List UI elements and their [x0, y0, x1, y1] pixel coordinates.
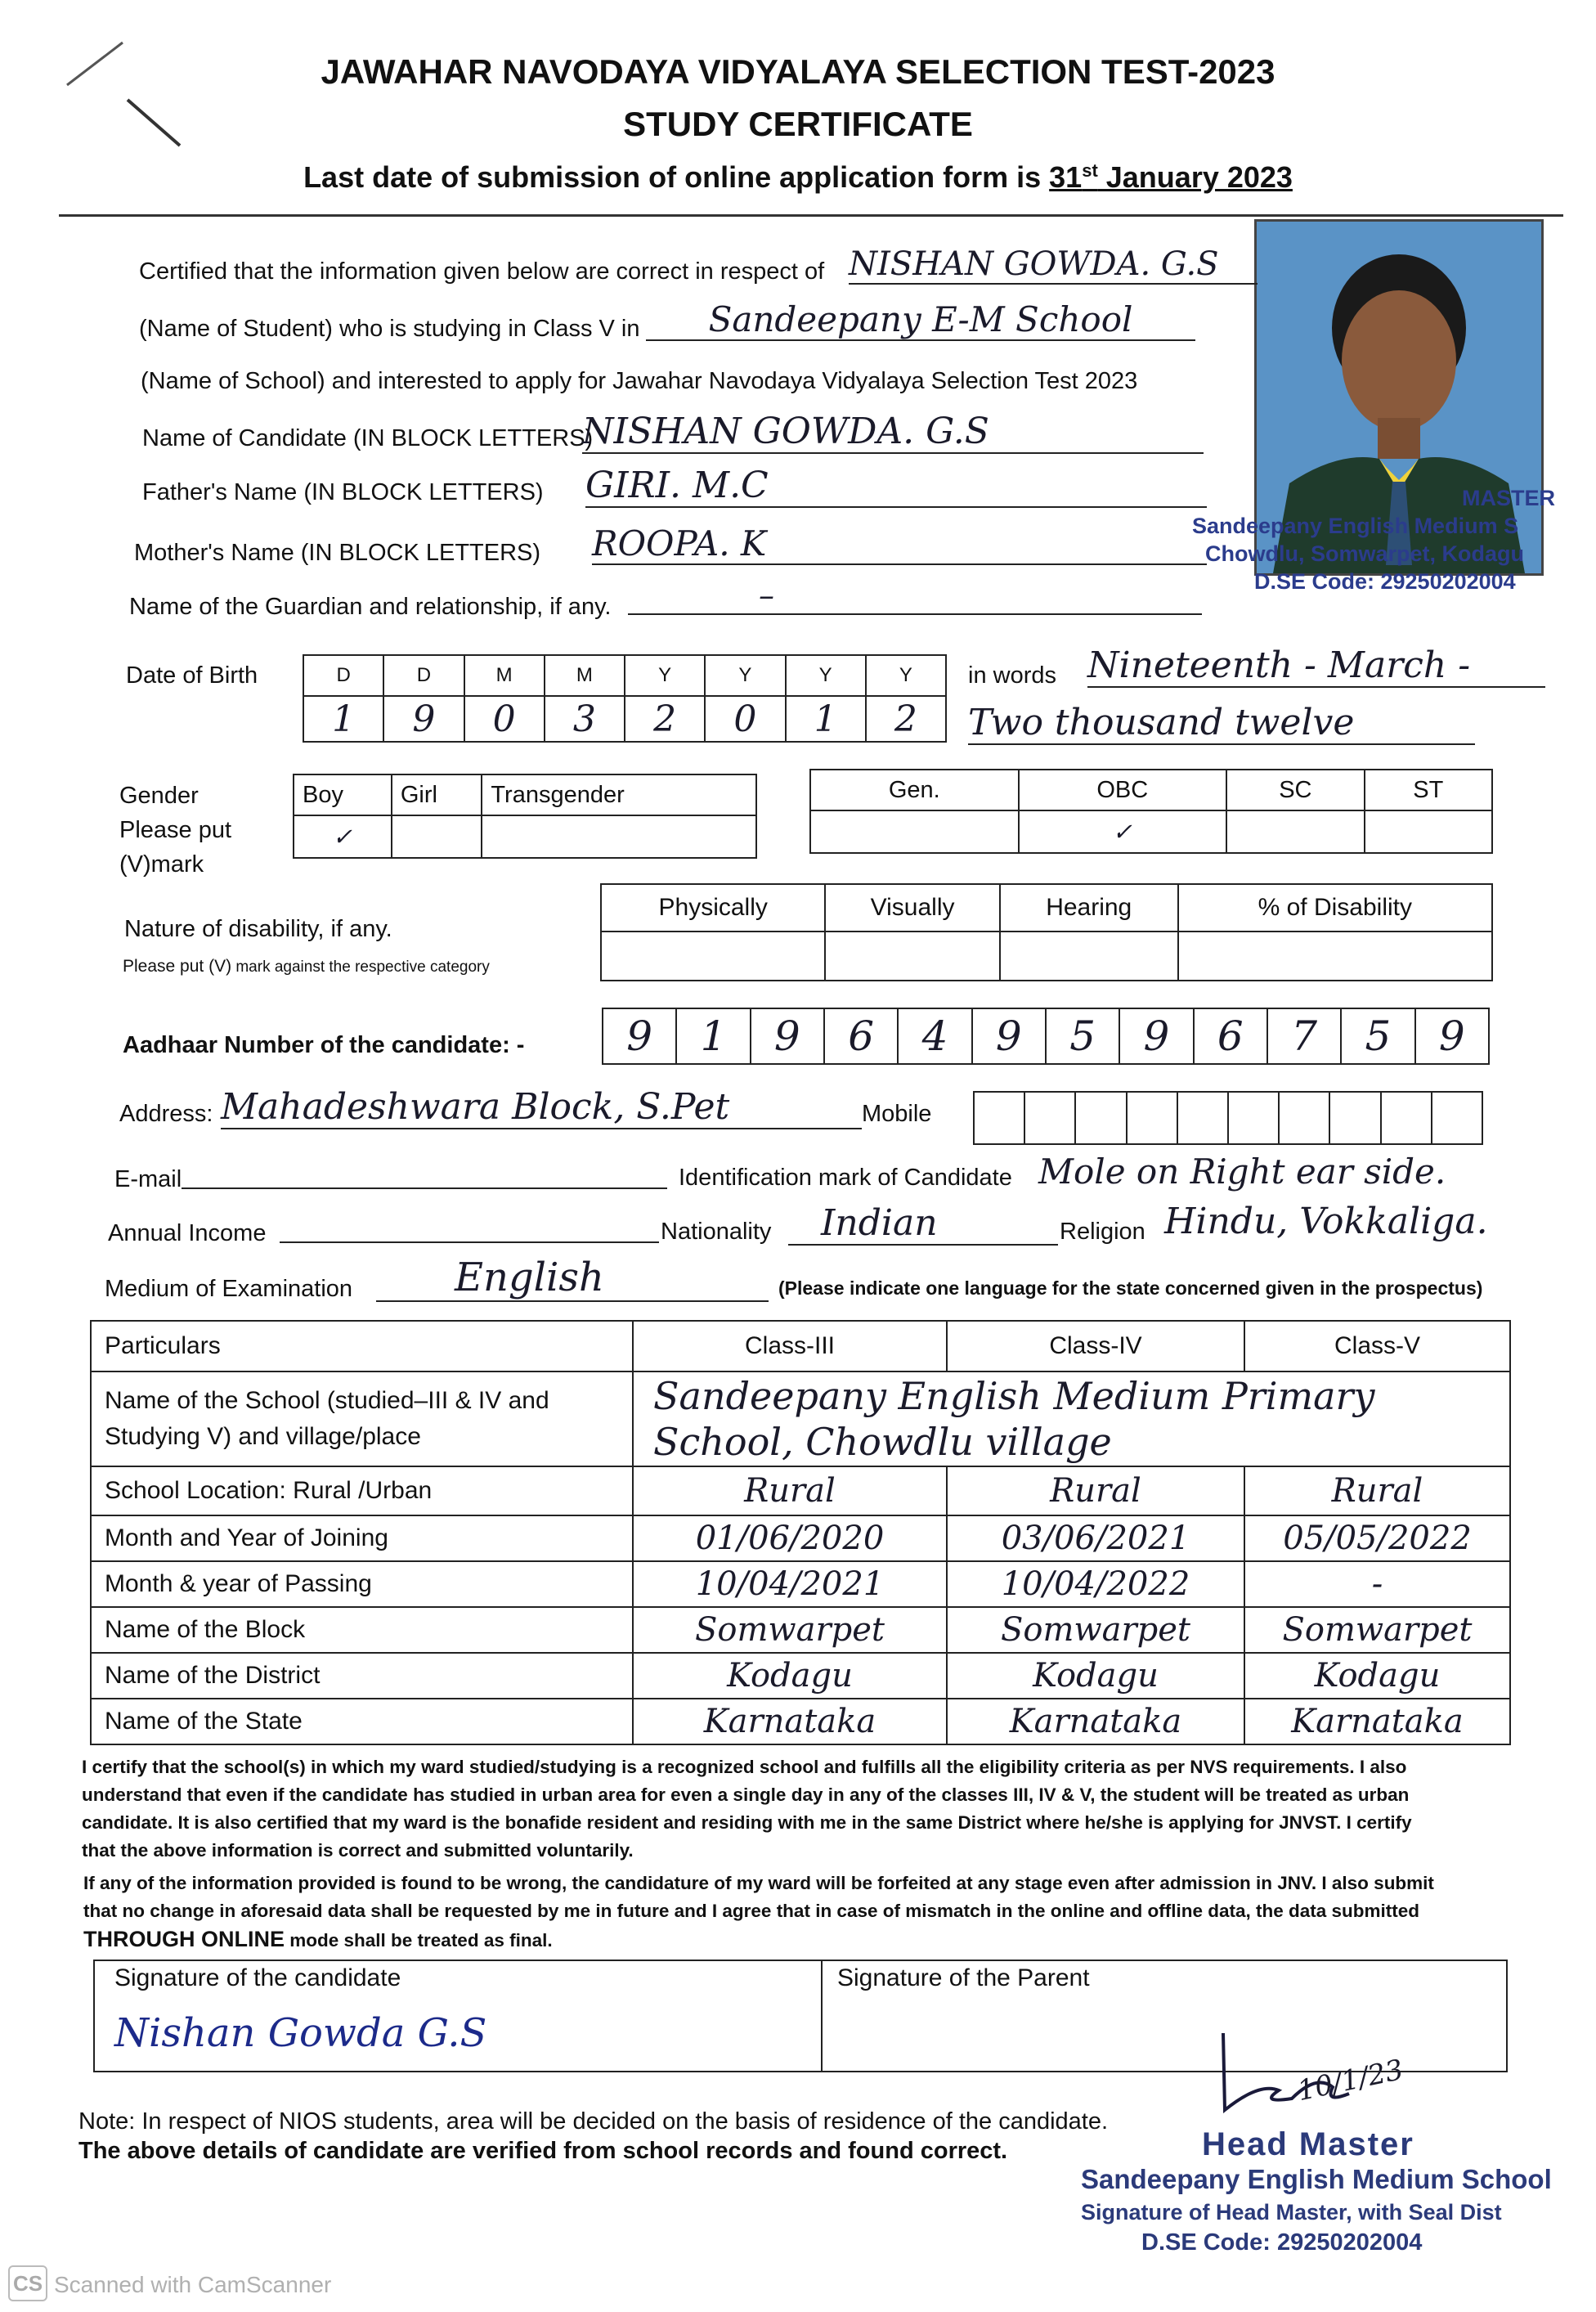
- father-name-value: GIRI. M.C: [585, 465, 1207, 508]
- medium-label: Medium of Examination: [105, 1276, 353, 1302]
- col-class3-text: Class-III: [744, 1332, 835, 1359]
- history-cell-c5: Kodagu: [1244, 1653, 1510, 1699]
- col-class4: [947, 1321, 1244, 1371]
- disability-note-b: mark against the respective category: [231, 958, 490, 976]
- aadhaar-digit-1: 1: [676, 1008, 750, 1064]
- candidate-signature-cell: [94, 1960, 822, 2072]
- guardian-value: –: [628, 577, 1202, 615]
- mobile-digit-2: [1075, 1092, 1126, 1144]
- category-mark-3: [1365, 810, 1492, 853]
- category-option-0: Gen.: [810, 770, 1019, 810]
- stamp-sign-line: Signature of Head Master, with Seal Dist: [1081, 2200, 1502, 2224]
- disability-note: [123, 957, 490, 976]
- aadhaar-digit-6: 5: [1046, 1008, 1119, 1064]
- gender-option-2: Transgender: [482, 774, 756, 815]
- decl1-l4: that the above information is correct and submitted voluntarily.: [82, 1840, 634, 1861]
- col-particulars-text: Particulars: [105, 1332, 221, 1359]
- school-label-2: Studying V) and village/place: [105, 1423, 421, 1450]
- income-label: Annual Income: [108, 1220, 267, 1246]
- history-cell-c3: Somwarpet: [633, 1607, 947, 1653]
- school-line2: School, Chowdlu village: [653, 1420, 1112, 1464]
- history-cell-c3: 01/06/2020: [633, 1515, 947, 1561]
- category-mark-2: [1226, 810, 1365, 853]
- form-title: JAWAHAR NAVODAYA VIDYALAYA SELECTION TEST-2023: [321, 52, 1275, 91]
- decl1-l1: I certify that the school(s) in which my ward studied/studying is a recognized school and fulfills all the eligibility criteria as per NVS requirements. I also: [82, 1757, 1407, 1777]
- history-cell-label: School Location: Rural /Urban: [91, 1466, 633, 1515]
- disability-mark-3: [1178, 932, 1492, 981]
- mobile-digit-9: [1432, 1092, 1482, 1144]
- history-cell-label: Name of the State: [91, 1699, 633, 1744]
- gender-label-3: (V)mark: [119, 851, 204, 878]
- history-row: [91, 1515, 1510, 1561]
- decl2-l1: If any of the information provided is found to be wrong, the candidature of my ward will be forfeited at any stage even after admission in JNV. I also submit: [83, 1873, 1434, 1893]
- mobile-digit-8: [1381, 1092, 1432, 1144]
- nios-note: Note: In respect of NIOS students, area will be decided on the basis of residence of the candidate.: [78, 2108, 1109, 2135]
- mother-name-label: Mother's Name (IN BLOCK LETTERS): [134, 540, 541, 566]
- gender-option-0: Boy: [294, 774, 392, 815]
- mobile-digit-0: [974, 1092, 1024, 1144]
- disability-mark-1: [825, 932, 999, 981]
- aadhaar-digit-9: 7: [1267, 1008, 1341, 1064]
- gender-mark-2: [482, 815, 756, 858]
- history-cell-c4: Karnataka: [947, 1699, 1244, 1744]
- disability-option-2: Hearing: [1000, 884, 1178, 932]
- aadhaar-grid: [602, 1008, 1490, 1065]
- school-line1: Sandeepany English Medium Primary: [653, 1374, 1375, 1418]
- aadhaar-digit-3: 6: [824, 1008, 898, 1064]
- history-row: [91, 1699, 1510, 1744]
- history-cell-c3: 10/04/2021: [633, 1561, 947, 1607]
- guardian-label: Name of the Guardian and relationship, if any.: [129, 594, 612, 620]
- idmark-label: Identification mark of Candidate: [679, 1165, 1012, 1191]
- gender-mark-0: ✓: [294, 815, 392, 858]
- disability-option-0: Physically: [601, 884, 825, 932]
- mobile-grid: [973, 1091, 1483, 1145]
- gender-label-1: Gender: [119, 783, 199, 809]
- dob-header-5: Y: [705, 655, 785, 696]
- address-label: Address:: [119, 1101, 213, 1127]
- idmark-value: Mole on Right ear side.: [1038, 1152, 1446, 1192]
- pen-mark-icon: [64, 38, 195, 152]
- mobile-digit-7: [1329, 1092, 1380, 1144]
- disability-mark-0: [601, 932, 825, 981]
- history-cell-label: Name of the Block: [91, 1607, 633, 1653]
- cert-line2-label: (Name of Student) who is studying in Class V in: [139, 316, 640, 342]
- nationality-label: Nationality: [661, 1219, 772, 1245]
- deadline-rest: January 2023: [1097, 160, 1293, 194]
- dob-digit-5: 0: [705, 696, 785, 742]
- history-cell-c5: Somwarpet: [1244, 1607, 1510, 1653]
- verified-note: The above details of candidate are verified from school records and found correct.: [78, 2138, 1008, 2164]
- aadhaar-digit-8: 6: [1194, 1008, 1267, 1064]
- school-name-value: [633, 1371, 1510, 1466]
- dob-header-6: Y: [786, 655, 866, 696]
- aadhaar-digit-2: 9: [751, 1008, 824, 1064]
- candidate-name-value: NISHAN GOWDA. G.S: [582, 411, 1204, 454]
- gender-option-1: Girl: [392, 774, 482, 815]
- dob-header-7: Y: [866, 655, 946, 696]
- camscanner-text: Scanned with CamScanner: [54, 2272, 332, 2297]
- col-class4-text: Class-IV: [1049, 1332, 1142, 1359]
- deadline-day: 31: [1049, 160, 1083, 194]
- camscanner-logo: CS: [8, 2265, 47, 2301]
- father-name-label: Father's Name (IN BLOCK LETTERS): [142, 479, 544, 505]
- dob-digit-6: 1: [786, 696, 866, 742]
- dob-digit-0: 1: [303, 696, 383, 742]
- aadhaar-digit-10: 5: [1341, 1008, 1414, 1064]
- religion-label: Religion: [1060, 1219, 1145, 1245]
- gender-label: [119, 779, 231, 882]
- deadline-text: [0, 160, 1596, 195]
- gender-mark-1: [392, 815, 482, 858]
- dob-header-0: D: [303, 655, 383, 696]
- nationality-value: Indian: [788, 1202, 1058, 1246]
- declaration-para2: [83, 1870, 1547, 1955]
- disability-option-3: % of Disability: [1178, 884, 1492, 932]
- history-row: [91, 1561, 1510, 1607]
- deadline-sup: st: [1082, 160, 1098, 181]
- history-cell-label: Name of the District: [91, 1653, 633, 1699]
- school-name-label: [91, 1371, 633, 1466]
- history-cell-c4: Rural: [947, 1466, 1244, 1515]
- email-label: E-mail: [114, 1166, 182, 1192]
- parent-signature-label: Signature of the Parent: [837, 1964, 1090, 1991]
- mobile-digit-1: [1024, 1092, 1075, 1144]
- candidate-name-label: Name of Candidate (IN BLOCK LETTERS): [142, 425, 594, 451]
- aadhaar-digit-11: 9: [1415, 1008, 1489, 1064]
- aadhaar-digit-0: 9: [603, 1008, 676, 1064]
- stamp-code: D.SE Code: 29250202004: [1141, 2229, 1423, 2256]
- category-option-2: SC: [1226, 770, 1365, 810]
- col-class5-text: Class-V: [1334, 1332, 1420, 1359]
- disability-table: [600, 883, 1493, 981]
- mobile-label: Mobile: [862, 1101, 932, 1127]
- category-option-1: OBC: [1019, 770, 1226, 810]
- photo-stamp-line1: Sandeepany English Medium S: [1192, 514, 1519, 538]
- history-cell-label: Month & year of Passing: [91, 1561, 633, 1607]
- school-history-table: [90, 1320, 1511, 1745]
- category-mark-0: [810, 810, 1019, 853]
- dob-header-2: M: [464, 655, 545, 696]
- dob-words-line2: Two thousand twelve: [968, 702, 1475, 745]
- candidate-signature-label: Signature of the candidate: [114, 1964, 401, 1991]
- medium-note: (Please indicate one language for the state concerned given in the prospectus): [778, 1277, 1483, 1299]
- history-row: [91, 1653, 1510, 1699]
- history-cell-c4: Somwarpet: [947, 1607, 1244, 1653]
- history-cell-c4: 10/04/2022: [947, 1561, 1244, 1607]
- photo-stamp-line2: Chowdlu, Somwarpet, Kodagu: [1205, 541, 1524, 566]
- history-cell-c5: -: [1244, 1561, 1510, 1607]
- mobile-digit-6: [1279, 1092, 1329, 1144]
- dob-header-3: M: [545, 655, 625, 696]
- history-cell-c5: Karnataka: [1244, 1699, 1510, 1744]
- income-line: [280, 1241, 659, 1243]
- aadhaar-digit-4: 4: [898, 1008, 971, 1064]
- dob-digit-7: 2: [866, 696, 946, 742]
- dob-words-line1: Nineteenth - March -: [1087, 644, 1545, 688]
- aadhaar-digit-5: 9: [972, 1008, 1046, 1064]
- stamp-school: Sandeepany English Medium School: [1081, 2164, 1552, 2194]
- cert-student-name: NISHAN GOWDA. G.S: [849, 245, 1258, 285]
- disability-option-1: Visually: [825, 884, 999, 932]
- school-label-1: Name of the School (studied–III & IV and: [105, 1387, 549, 1414]
- dob-grid: [303, 654, 947, 743]
- col-particulars: [91, 1321, 633, 1371]
- history-cell-c4: 03/06/2021: [947, 1515, 1244, 1561]
- religion-value: Hindu, Vokkaliga.: [1164, 1201, 1488, 1242]
- mobile-digit-5: [1228, 1092, 1279, 1144]
- decl2-l3: [83, 1925, 1547, 1955]
- address-value: Mahadeshwara Block, S.Pet: [221, 1086, 862, 1129]
- dob-header-4: Y: [625, 655, 705, 696]
- history-cell-c5: 05/05/2022: [1244, 1515, 1510, 1561]
- col-class5: [1244, 1321, 1510, 1371]
- dob-digit-3: 3: [545, 696, 625, 742]
- header-divider: [59, 214, 1563, 217]
- decl1-l3: candidate. It is also certified that my ward is the bonafide resident and residing with me in the same District where he/she is applying for JNVST. I certify: [82, 1812, 1412, 1833]
- history-cell-c5: Rural: [1244, 1466, 1510, 1515]
- history-cell-c4: Kodagu: [947, 1653, 1244, 1699]
- form-subtitle: STUDY CERTIFICATE: [623, 105, 973, 143]
- gender-table: [293, 774, 757, 859]
- dob-header-1: D: [383, 655, 464, 696]
- decl2-l3b: mode shall be treated as final.: [285, 1930, 553, 1951]
- photo-stamp-mark: MASTER: [1462, 486, 1555, 510]
- dob-words-label: in words: [968, 662, 1056, 689]
- history-cell-c3: Rural: [633, 1466, 947, 1515]
- category-option-3: ST: [1365, 770, 1492, 810]
- photo-stamp: [1192, 484, 1596, 615]
- aadhaar-label: Aadhaar Number of the candidate: -: [123, 1032, 525, 1058]
- category-mark-1: ✓: [1019, 810, 1226, 853]
- photo-stamp-line3: D.SE Code: 29250202004: [1254, 569, 1516, 594]
- mobile-digit-4: [1177, 1092, 1228, 1144]
- mother-name-value: ROOPA. K: [592, 523, 1207, 565]
- history-cell-c3: Karnataka: [633, 1699, 947, 1744]
- dob-digit-1: 9: [383, 696, 464, 742]
- decl1-l2: understand that even if the candidate has studied in urban area for even a single day in any of the classes III, IV & V, the student will be treated as urban: [82, 1785, 1410, 1805]
- history-cell-c3: Kodagu: [633, 1653, 947, 1699]
- cert-line3-label: (Name of School) and interested to apply for Jawahar Navodaya Vidyalaya Selection Test 2023: [141, 368, 1138, 394]
- gender-label-2: Please put: [119, 817, 232, 843]
- aadhaar-digit-7: 9: [1119, 1008, 1193, 1064]
- history-row: [91, 1466, 1510, 1515]
- category-table: [809, 769, 1493, 854]
- stamp-headmaster: Head Master: [1202, 2126, 1414, 2162]
- disability-label: Nature of disability, if any.: [124, 916, 392, 942]
- col-class3: [633, 1321, 947, 1371]
- decl2-l3a: THROUGH ONLINE: [83, 1927, 285, 1951]
- dob-label: Date of Birth: [126, 662, 258, 689]
- medium-value: English: [376, 1255, 769, 1302]
- declaration-para1: [82, 1753, 1545, 1865]
- history-row: [91, 1607, 1510, 1653]
- deadline-prefix: Last date of submission of online application form is: [303, 160, 1050, 194]
- mobile-digit-3: [1127, 1092, 1177, 1144]
- disability-mark-2: [1000, 932, 1178, 981]
- dob-digit-2: 0: [464, 696, 545, 742]
- history-cell-label: Month and Year of Joining: [91, 1515, 633, 1561]
- cert-line1-label: Certified that the information given below are correct in respect of: [139, 258, 825, 285]
- disability-note-a: Please put (V): [123, 957, 232, 976]
- candidate-signature: Nishan Gowda G.S: [114, 2010, 487, 2056]
- decl2-l2: that no change in aforesaid data shall be requested by me in future and I agree that in case of mismatch in the online and offline data, the data submitted: [83, 1901, 1420, 1921]
- email-line: [182, 1187, 667, 1189]
- stamp-date: 10/1/23: [1294, 2053, 1406, 2108]
- dob-digit-4: 2: [625, 696, 705, 742]
- cert-school-name: Sandeepany E-M School: [646, 299, 1195, 341]
